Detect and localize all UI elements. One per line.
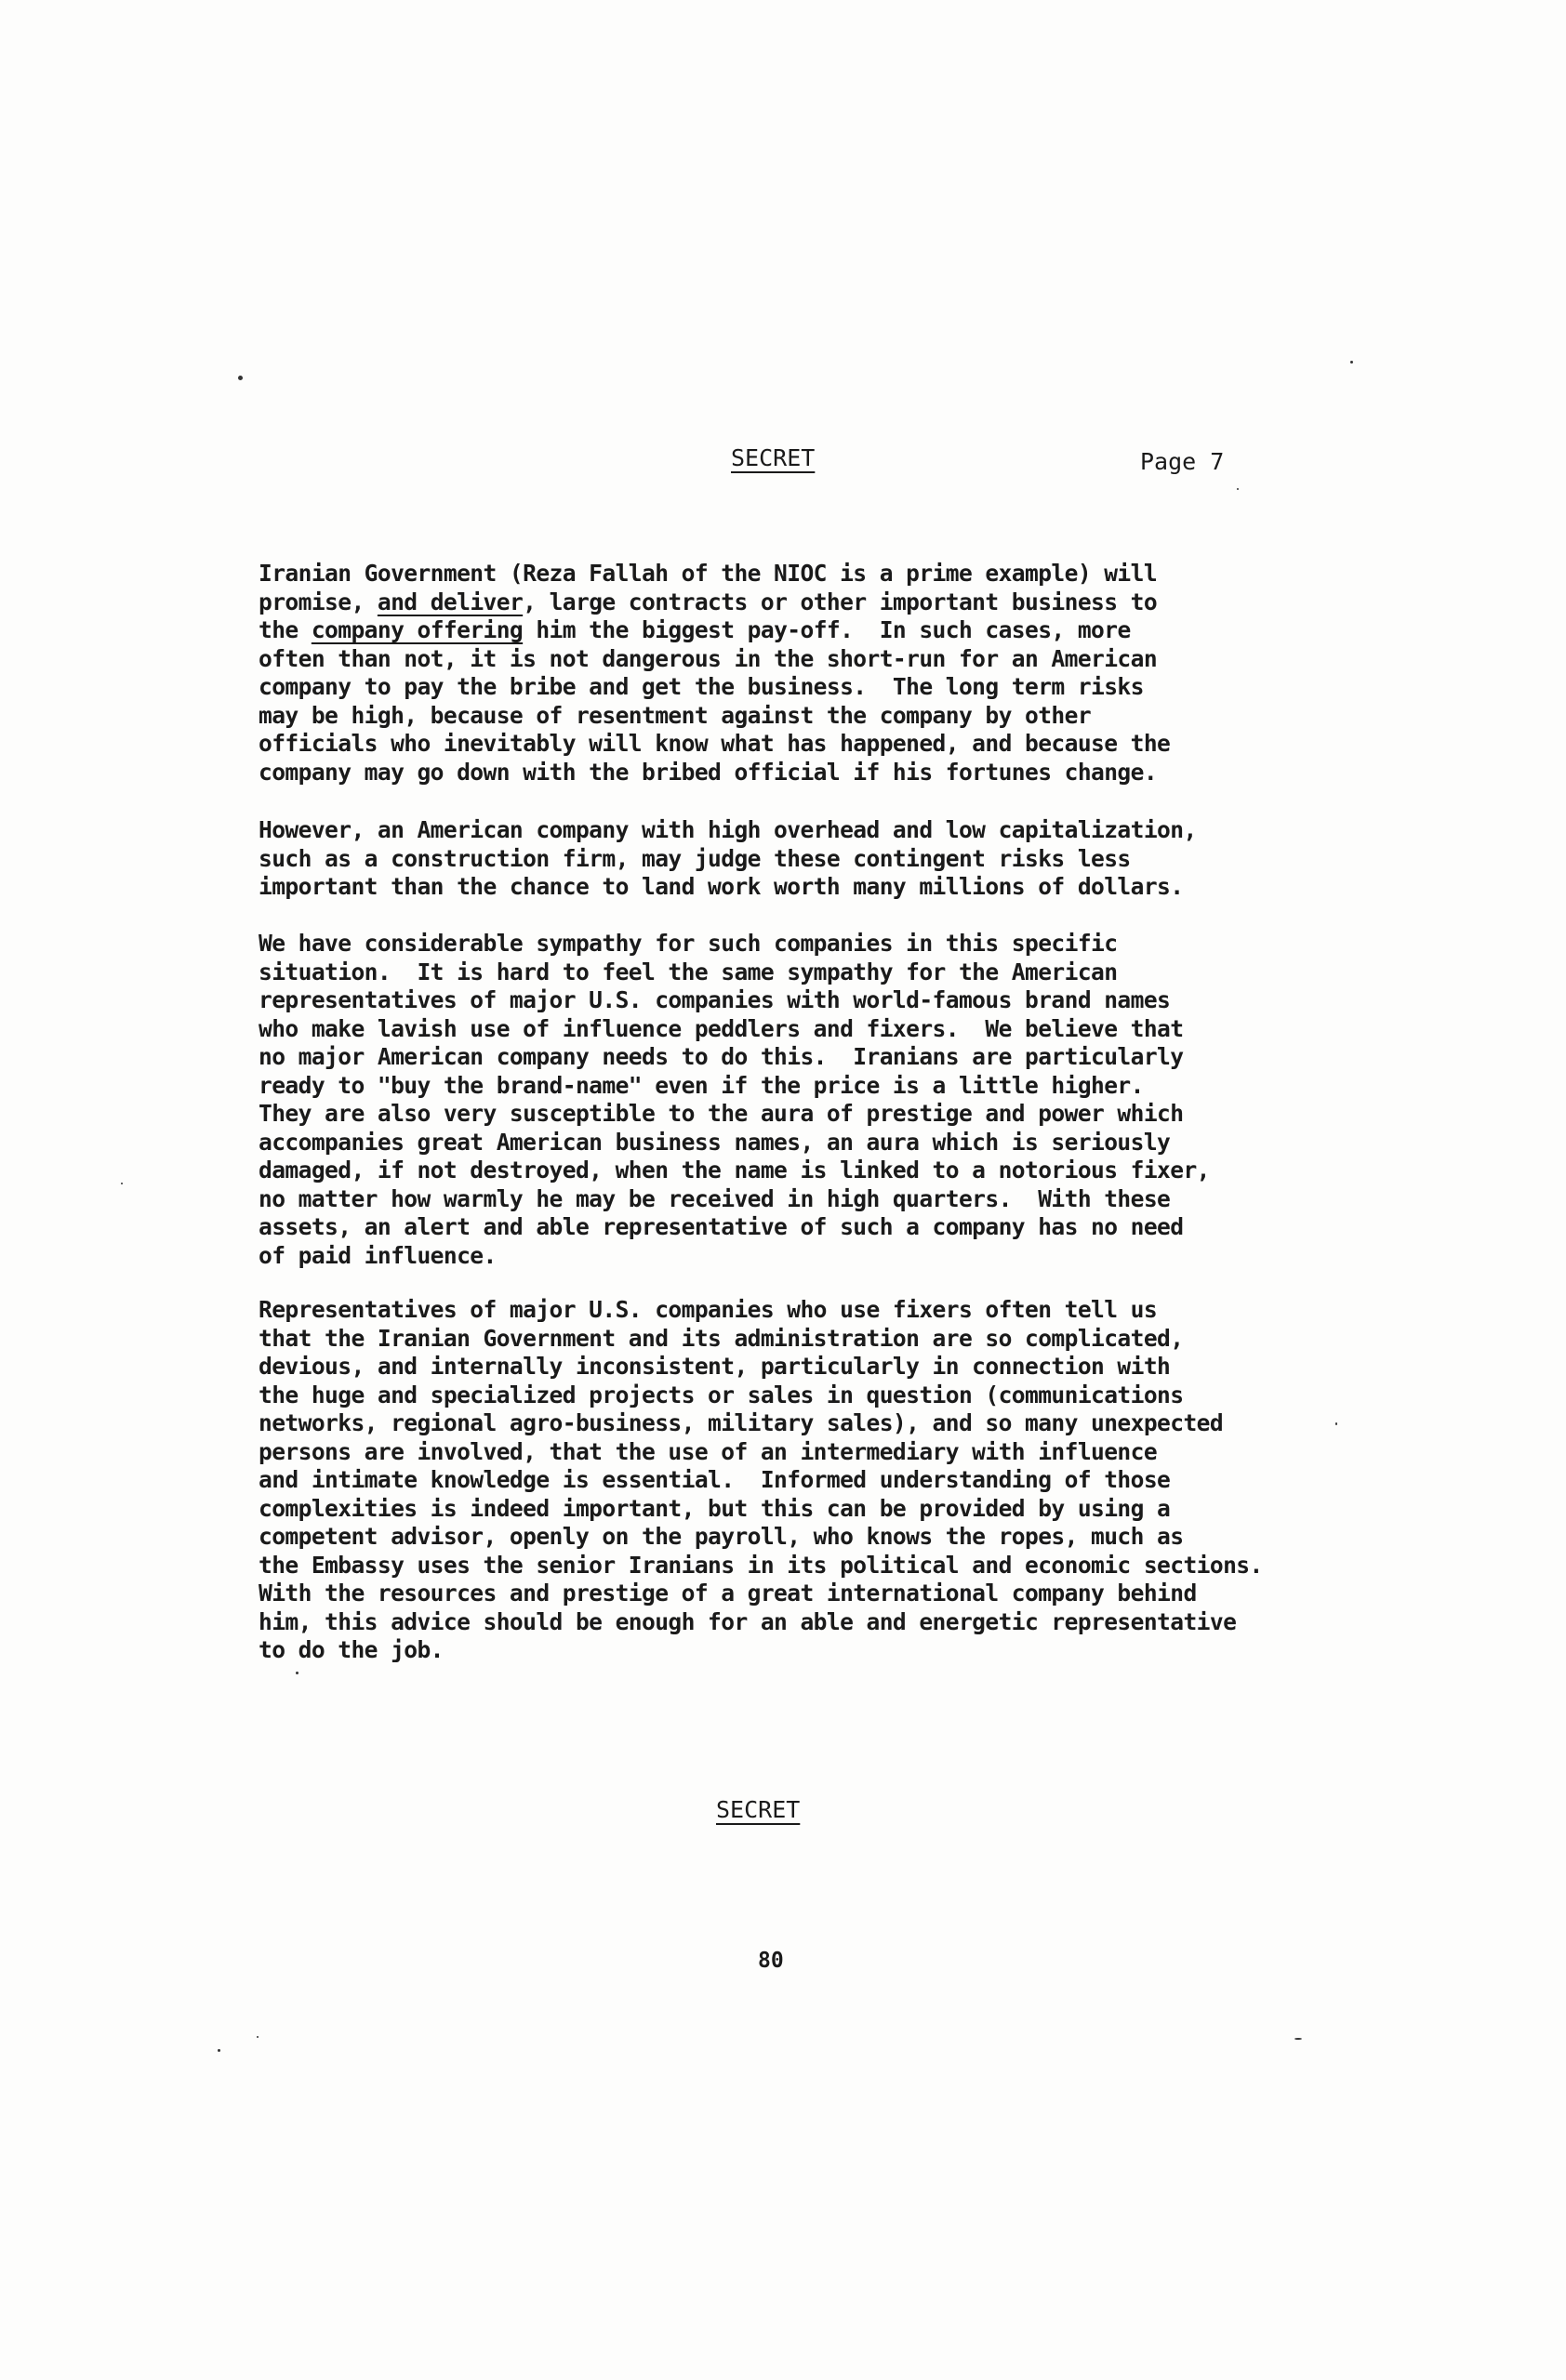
paragraph-2: However, an American company with high overhead and low capitalization, such as a construction firm, may judge these contingent risks less important than the chance to land work worth many millions of dollars.: [259, 816, 1197, 900]
scan-speck: [1350, 361, 1353, 364]
scan-speck: [257, 2036, 259, 2038]
scan-speck: [1237, 488, 1239, 490]
page-number: 80: [758, 1949, 784, 1973]
underlined-and-deliver: and deliver: [377, 588, 524, 615]
scan-speck: [121, 1183, 123, 1184]
classification-footer: SECRET: [716, 1796, 801, 1823]
paragraph-1-line-2-post: , large contracts or other important business to: [523, 588, 1158, 615]
underlined-company-offering: company offering: [311, 616, 524, 643]
paragraph-1-line-3-post: him the biggest pay-off. In such cases, more: [523, 616, 1131, 643]
scan-speck: [1294, 2038, 1302, 2040]
paragraph-1: [259, 560, 1328, 787]
scan-speck: [238, 376, 243, 380]
scan-speck: [1335, 1422, 1337, 1425]
paragraph-3: We have considerable sympathy for such companies in this specific situation. It is hard to feel the same sympathy for the American representatives of major U.S. companies with world-famous brand names who make lavish use of influence peddlers and fixers. We believe that no major American company needs to do this. Iranians are particularly ready to "buy the brand-name" even if the price is a little higher. They are also very susceptible to the aura of prestige and power which accompanies great American business names, an aura which is seriously damaged, if not destroyed, when the name is linked to a notorious fixer, no matter how warmly he may be received in high quarters. With these assets, an alert and able representative of such a company has no need of paid influence.: [259, 930, 1210, 1269]
paragraph-1-line-1: Iranian Government (Reza Fallah of the NIOC is a prime example) will: [259, 560, 1158, 587]
classification-header: SECRET: [731, 444, 816, 471]
page-label: Page 7: [1140, 448, 1225, 475]
scan-speck: [218, 2049, 220, 2052]
paragraph-1-line-3-pre: the: [259, 616, 312, 643]
paragraph-4: Representatives of major U.S. companies who use fixers often tell us that the Iranian Government and its administration are so complicated, devious, and internally inconsistent, particularly in connection with the huge and specialized projects or sales in question (communications networks, regional agro-business, military sales), and so many unexpected persons are involved, that the use of an intermediary with influence and intimate knowledge is essential. Informed understanding of those complexities is indeed important, but this can be provided by using a competent advisor, openly on the payroll, who knows the ropes, much as the Embassy uses the senior Iranians in its political and economic sections. With the resources and prestige of a great international company behind him, this advice should be enough for an able and energetic representative to do the job.: [259, 1296, 1263, 1663]
paragraph-1-line-2-pre: promise,: [259, 588, 378, 615]
scan-speck: [296, 1672, 299, 1674]
paragraph-1-rest: often than not, it is not dangerous in the short-run for an American company to pay the bribe and get the business. The long term risks may be high, because of resentment against the company by other officials who inevitably will know what has happened, and because the company may go down with the bribed official if his fortunes change.: [259, 644, 1171, 786]
